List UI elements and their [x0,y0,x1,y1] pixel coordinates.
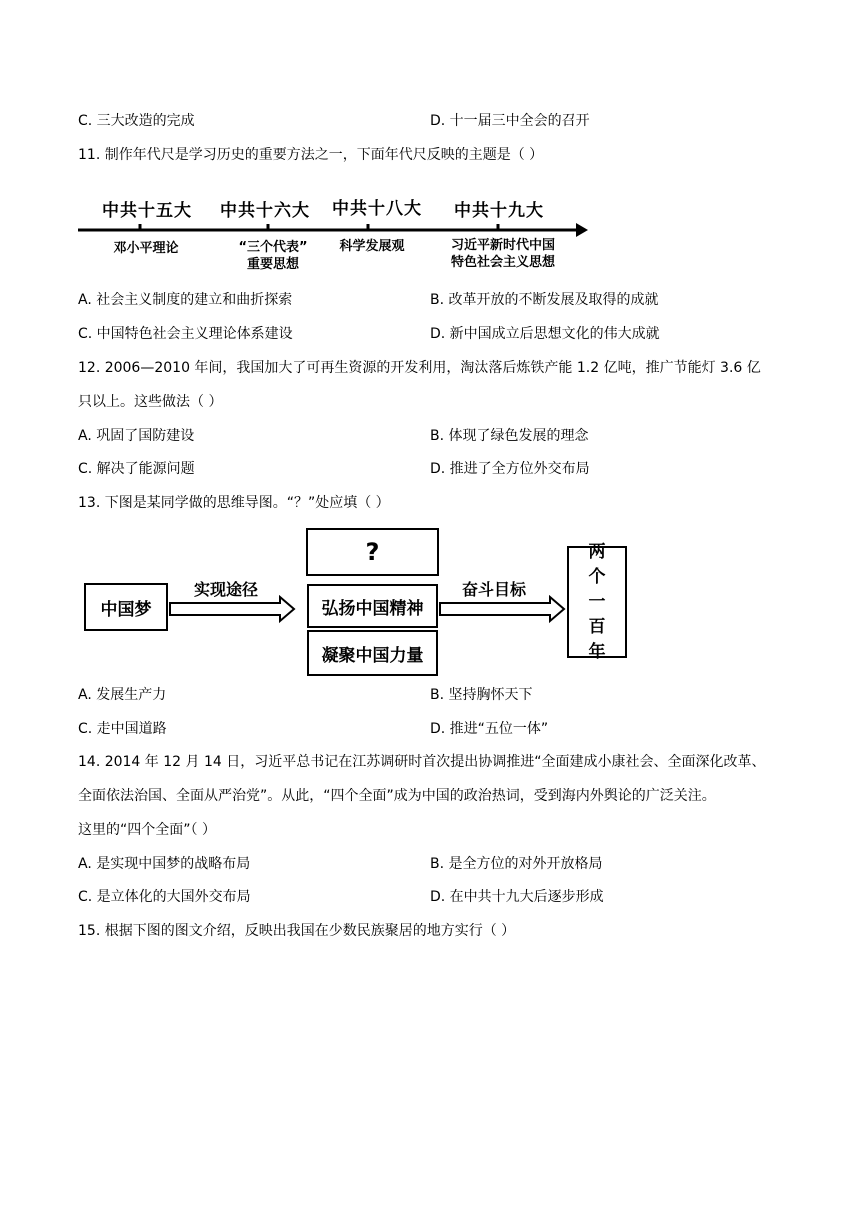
q11-option-b: B. 改革开放的不断发展及取得的成就 [430,292,659,308]
timeline-theory-deng: 邓小平理论 [113,241,179,256]
timeline-congress-19: 中共十九大 [454,201,544,221]
mindmap-middle-box-spirit: 弘扬中国精神 [307,584,438,628]
mindmap-arrow1-label: 实现途径 [194,580,259,599]
q12-option-b: B. 体现了绿色发展的理念 [430,428,589,444]
mindmap-end-char: 个 [588,566,606,587]
mindmap-start-box: 中国梦 [84,583,168,631]
mindmap-arrow1 [168,595,298,625]
q11-option-a: A. 社会主义制度的建立和曲折探索 [78,292,293,308]
q11-timeline [78,190,598,280]
q11-stem: 11. 制作年代尺是学习历史的重要方法之一，下面年代尺反映的主题是（ ） [78,147,544,163]
timeline-congress-16: 中共十六大 [220,201,310,221]
q13-option-b: B. 坚持胸怀天下 [430,687,533,703]
timeline-theory-scientific-outlook: 科学发展观 [339,239,405,254]
q13-option-a: A. 发展生产力 [78,687,167,703]
q10-option-d: D. 十一届三中全会的召开 [430,113,590,129]
q10-option-c: C. 三大改造的完成 [78,113,195,129]
q13-mind-map [80,525,640,675]
q14-option-a: A. 是实现中国梦的战略布局 [78,856,251,872]
q14-stem-line2: 全面依法治国、全面从严治党”。从此，“四个全面”成为中国的政治热词，受到海内外舆论的广泛关注。 [78,788,716,804]
q14-option-d: D. 在中共十九大后逐步形成 [430,889,604,905]
q11-option-c: C. 中国特色社会主义理论体系建设 [78,326,293,342]
mindmap-arrow2-label: 奋斗目标 [462,580,527,599]
mindmap-question-box: ? [306,528,439,576]
q12-option-d: D. 推进了全方位外交布局 [430,461,590,477]
q14-option-b: B. 是全方位的对外开放格局 [430,856,603,872]
mindmap-middle-box-strength: 凝聚中国力量 [307,630,438,676]
timeline-congress-18: 中共十八大 [332,199,422,219]
mindmap-end-char: 两 [588,541,606,562]
mindmap-end-char: 百 [588,616,606,637]
q13-option-c: C. 走中国道路 [78,721,167,737]
mindmap-arrow2 [438,595,568,625]
q12-option-c: C. 解决了能源问题 [78,461,195,477]
mindmap-end-char: 一 [588,591,606,612]
q13-stem: 13. 下图是某同学做的思维导图。“？”处应填（ ） [78,495,390,511]
timeline-congress-15: 中共十五大 [102,201,192,221]
q11-option-d: D. 新中国成立后思想文化的伟大成就 [430,326,660,342]
mindmap-end-box [567,541,627,662]
q12-stem-line2: 只以上。这些做法（ ） [78,394,223,410]
q15-stem: 15. 根据下图的图文介绍，反映出我国在少数民族聚居的地方实行（ ） [78,923,516,939]
q13-option-d: D. 推进“五位一体” [430,721,549,737]
q12-stem-line1: 12. 2006—2010 年间，我国加大了可再生资源的开发利用，淘汰落后炼铁产能 1.2 亿吨，推广节能灯 3.6 亿 [78,360,761,376]
timeline-theory-three-represents: “三个代表” 重要思想 [238,240,308,272]
q14-stem-line1: 14. 2014 年 12 月 14 日，习近平总书记在江苏调研时首次提出协调推进“全面建成小康社会、全面深化改革、 [78,754,766,770]
timeline-theory-xi-thought: 习近平新时代中国 特色社会主义思想 [450,238,555,270]
q14-stem-line3: 这里的“四个全面”（ ） [78,822,216,838]
mindmap-end-char: 年 [588,641,606,662]
q14-option-c: C. 是立体化的大国外交布局 [78,889,251,905]
q12-option-a: A. 巩固了国防建设 [78,428,195,444]
